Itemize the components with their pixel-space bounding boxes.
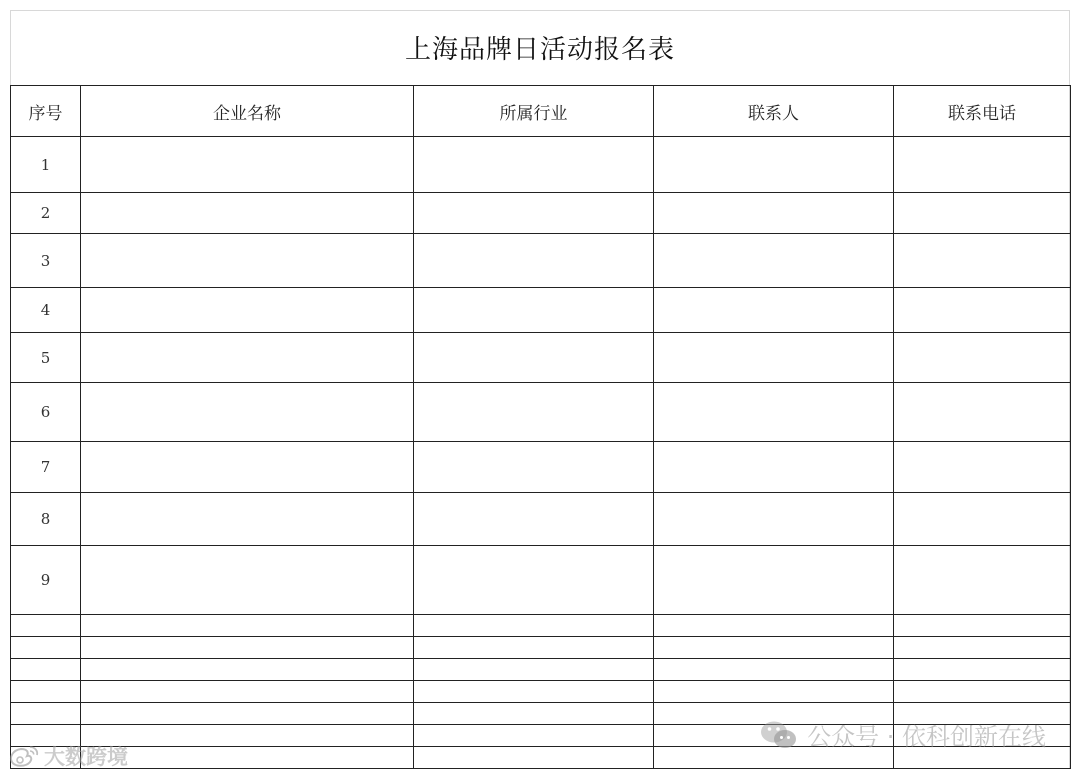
cell-contact [654, 333, 894, 383]
cell-contact [654, 546, 894, 615]
weibo-icon [8, 743, 40, 769]
cell-industry [414, 747, 654, 769]
cell-company [81, 333, 414, 383]
cell-industry [414, 442, 654, 493]
col-header-phone: 联系电话 [894, 86, 1071, 137]
cell-industry [414, 637, 654, 659]
cell-phone [894, 615, 1071, 637]
table-row [11, 637, 1071, 659]
cell-serial: 6 [11, 383, 81, 442]
cell-company [81, 725, 414, 747]
cell-company [81, 383, 414, 442]
cell-company [81, 493, 414, 546]
cell-contact [654, 193, 894, 234]
header-row [11, 86, 1071, 137]
registration-table [10, 85, 1071, 769]
cell-contact [654, 615, 894, 637]
cell-serial [11, 703, 81, 725]
cell-serial [11, 615, 81, 637]
col-header-industry: 所属行业 [414, 86, 654, 137]
cell-phone [894, 493, 1071, 546]
cell-phone [894, 193, 1071, 234]
cell-serial [11, 681, 81, 703]
cell-company [81, 681, 414, 703]
table-row [11, 383, 1071, 442]
table-row [11, 615, 1071, 637]
cell-contact [654, 137, 894, 193]
cell-serial [11, 637, 81, 659]
cell-serial: 1 [11, 137, 81, 193]
cell-serial: 3 [11, 234, 81, 288]
cell-industry [414, 546, 654, 615]
cell-phone [894, 137, 1071, 193]
cell-company [81, 234, 414, 288]
table-row [11, 137, 1071, 193]
cell-industry [414, 681, 654, 703]
cell-contact [654, 681, 894, 703]
table-row [11, 493, 1071, 546]
form-title: 上海品牌日活动报名表 [404, 35, 675, 65]
cell-contact [654, 493, 894, 546]
cell-industry [414, 333, 654, 383]
cell-industry [414, 615, 654, 637]
col-header-serial: 序号 [11, 86, 81, 137]
cell-serial [11, 659, 81, 681]
watermark-weibo [8, 741, 128, 771]
cell-company [81, 637, 414, 659]
table-row [11, 333, 1071, 383]
cell-phone [894, 234, 1071, 288]
cell-industry [414, 493, 654, 546]
cell-industry [414, 659, 654, 681]
wechat-icon [759, 719, 799, 751]
cell-phone [894, 637, 1071, 659]
cell-company [81, 442, 414, 493]
table-row [11, 234, 1071, 288]
cell-serial: 9 [11, 546, 81, 615]
title-bar [10, 10, 1070, 85]
cell-industry [414, 703, 654, 725]
cell-industry [414, 137, 654, 193]
cell-contact [654, 383, 894, 442]
watermark-weibo-text: 大数跨境 [44, 745, 128, 769]
table-row [11, 442, 1071, 493]
cell-phone [894, 659, 1071, 681]
table-row [11, 193, 1071, 234]
cell-company [81, 703, 414, 725]
cell-phone [894, 333, 1071, 383]
cell-serial: 5 [11, 333, 81, 383]
watermark-wechat [759, 717, 1046, 752]
table-row [11, 681, 1071, 703]
cell-phone [894, 442, 1071, 493]
cell-phone [894, 383, 1071, 442]
table-row [11, 546, 1071, 615]
cell-industry [414, 234, 654, 288]
cell-industry [414, 288, 654, 333]
table-row [11, 659, 1071, 681]
cell-serial: 4 [11, 288, 81, 333]
cell-company [81, 546, 414, 615]
cell-phone [894, 681, 1071, 703]
cell-industry [414, 383, 654, 442]
cell-contact [654, 659, 894, 681]
cell-contact [654, 637, 894, 659]
cell-contact [654, 234, 894, 288]
table-row [11, 288, 1071, 333]
cell-company [81, 137, 414, 193]
cell-company [81, 615, 414, 637]
col-header-contact: 联系人 [654, 86, 894, 137]
col-header-company: 企业名称 [81, 86, 414, 137]
cell-serial: 8 [11, 493, 81, 546]
cell-serial: 2 [11, 193, 81, 234]
cell-company [81, 659, 414, 681]
cell-serial: 7 [11, 442, 81, 493]
watermark-wechat-text: 公众号 · 依科创新在线 [807, 723, 1046, 751]
cell-contact [654, 442, 894, 493]
cell-industry [414, 725, 654, 747]
cell-company [81, 288, 414, 333]
cell-phone [894, 546, 1071, 615]
cell-company [81, 747, 414, 769]
cell-industry [414, 193, 654, 234]
cell-contact [654, 288, 894, 333]
cell-phone [894, 288, 1071, 333]
cell-company [81, 193, 414, 234]
